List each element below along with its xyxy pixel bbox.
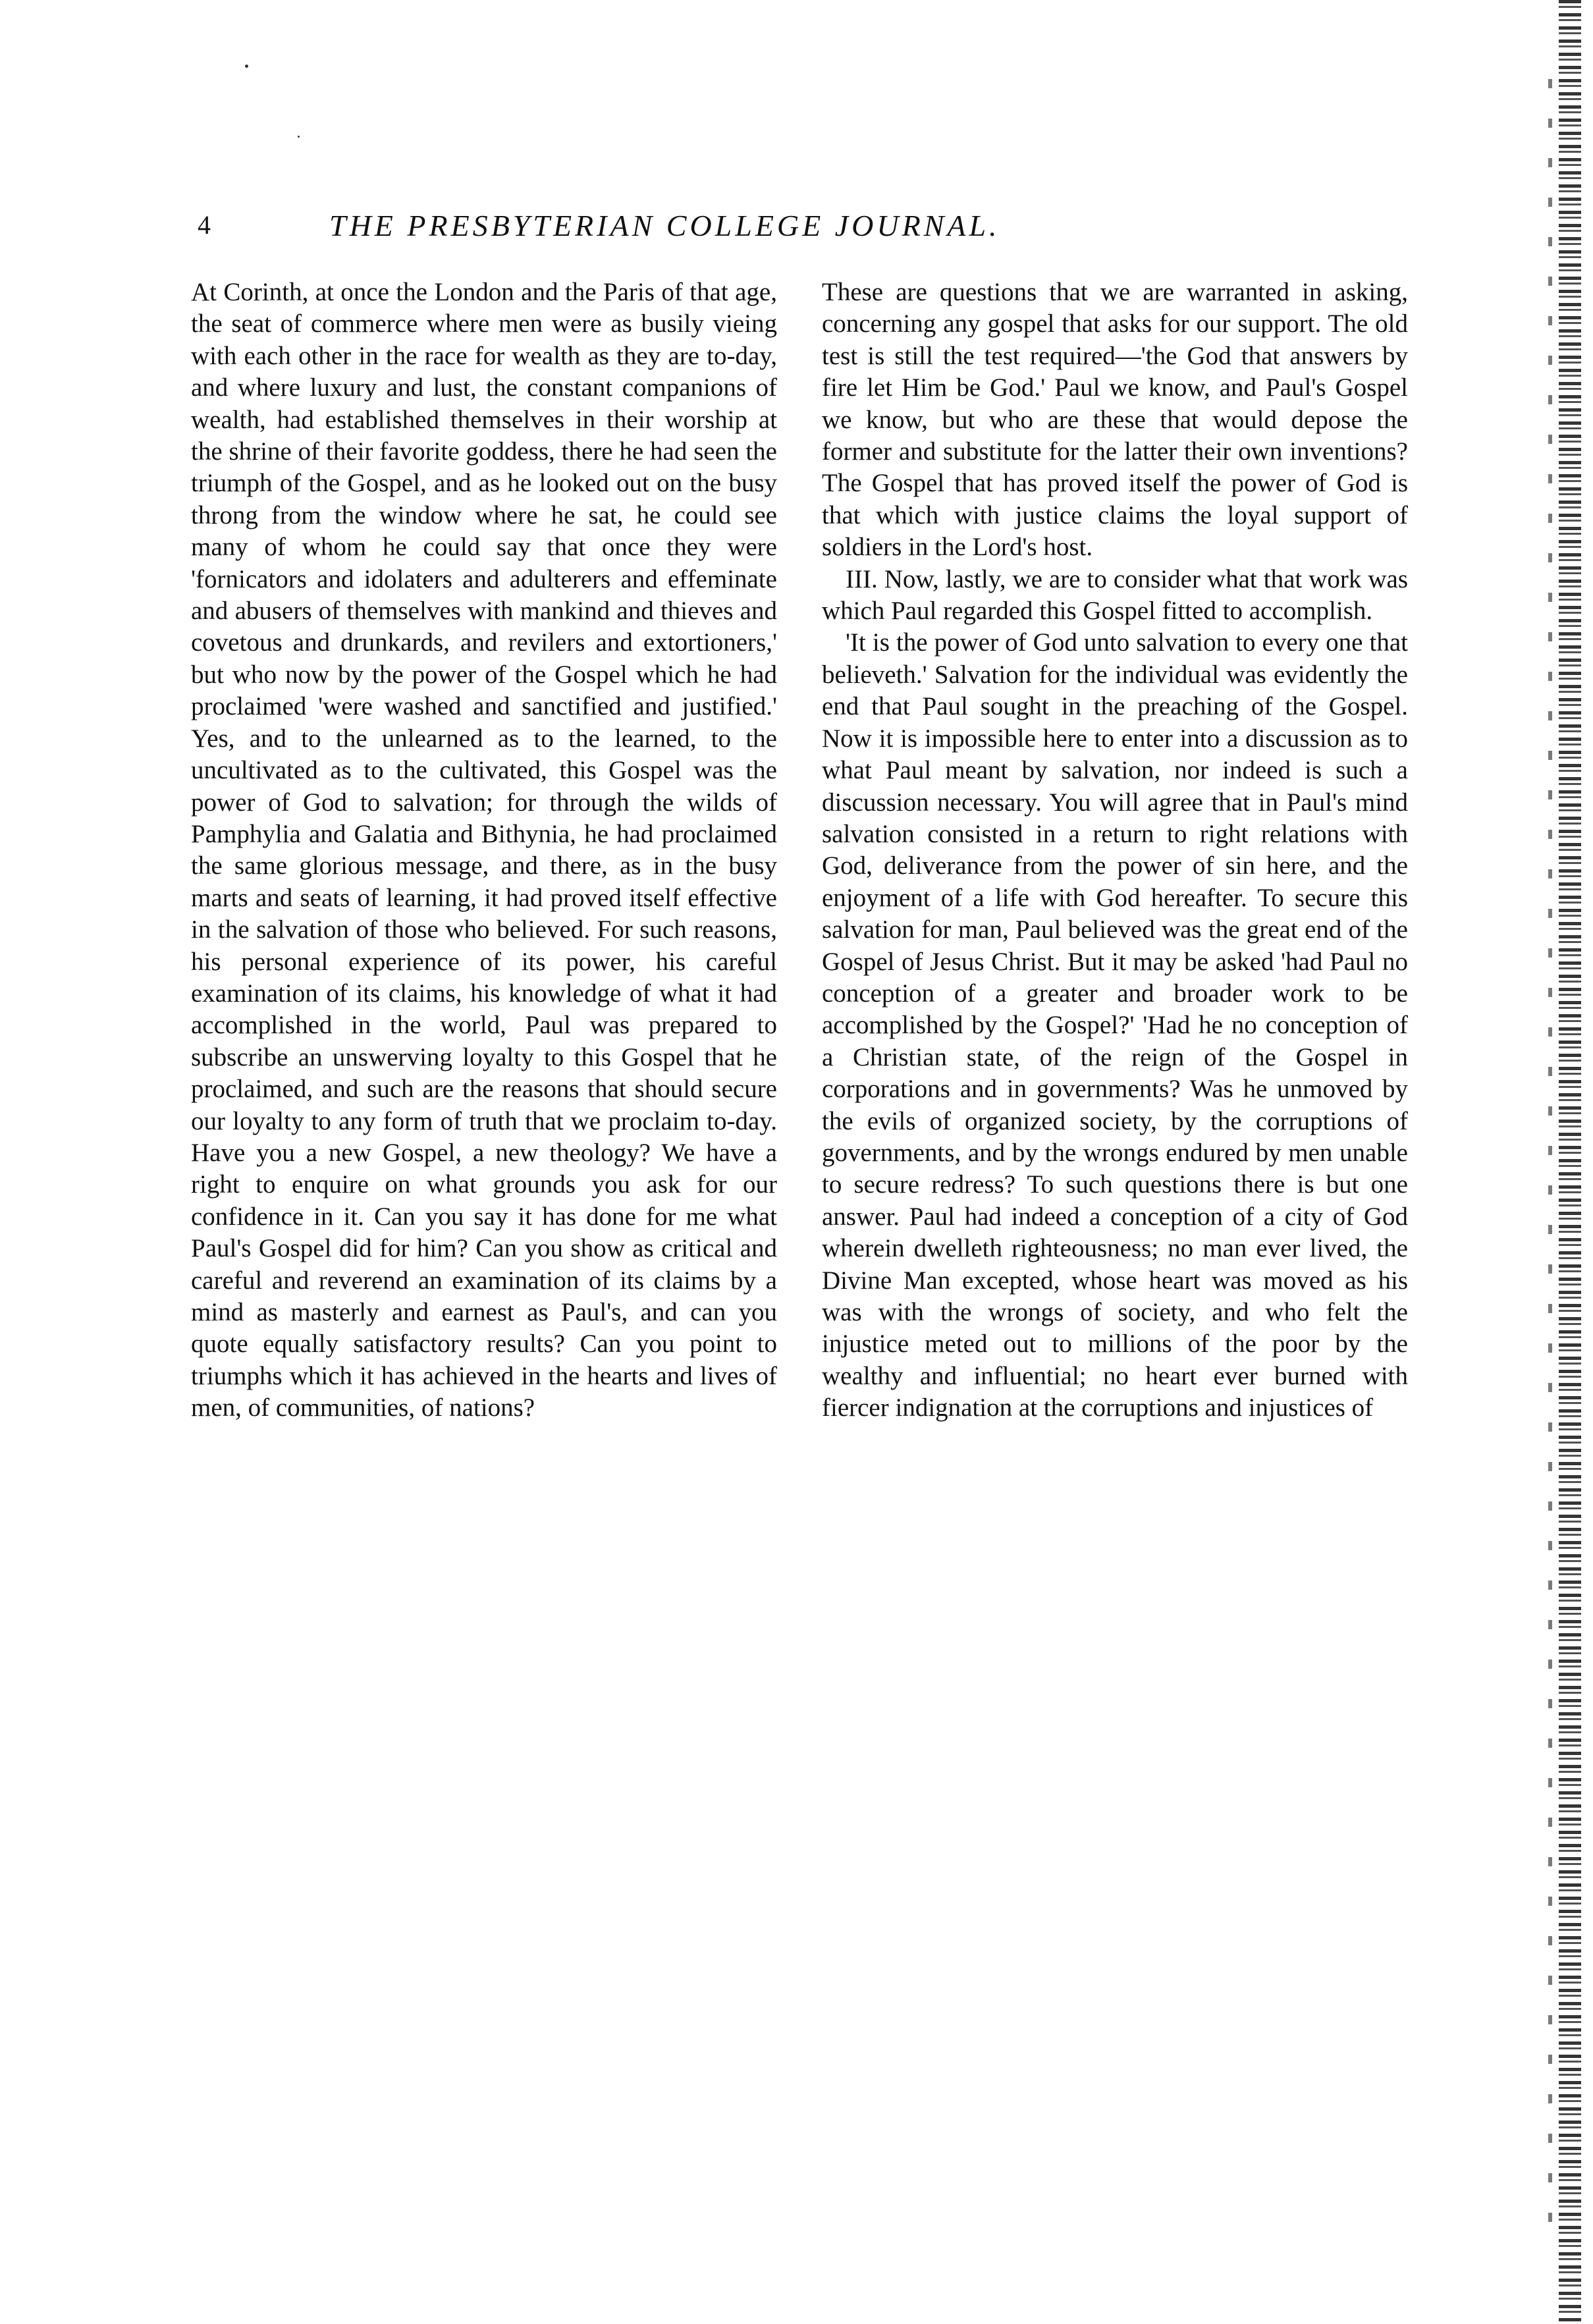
section-heading-paragraph: III. Now, lastly, we are to consider what that work was which Paul regarded this Gospel fitted to accomplish. [822, 564, 1408, 626]
scan-speck [245, 65, 248, 68]
paragraph: At Corinth, at once the London and the Paris of that age, the seat of commerce where men were as busily vieing with each other in the race for wealth as they are to-day, and where luxury and lust, the constant companions of wealth, had established themselves in their worship at the shrine of their favorite goddess, there he had seen the triumph of the Gospel, and as he looked out on the busy throng from the window where he sat, he could see many of whom he could say that once they were 'fornicators and idolaters and adulterers and effeminate and abusers of themselves with mankind and thieves and covetous and drunkards, and revilers and extortioners,' but who now by the power of the Gospel which he had proclaimed 'were washed and sanctified and justified.' Yes, and to the unlearned as to the learned, to the uncultivated as to the cultivated, this Gospel was the power of God to salvation; for through the wilds of Pamphylia and Galatia and Bithynia, he had proclaimed the same glorious message, and there, as in the busy marts and seats of learning, it had proved itself effective in the salvation of those who believed. For such reasons, his personal experience of its power, his careful examination of its claims, his knowledge of what it had accomplished in the world, Paul was prepared to subscribe an unswerving loyalty to this Gospel that he proclaimed, and such are the reasons that should secure our loyalty to any form of truth that we proclaim to-day. Have you a new Gospel, a new theology? We have a right to enquire on what grounds you ask for our confidence in it. Can you say it has done for me what Paul's Gospel did for him? Can you show as critical and careful and reverend an examination of its claims by a mind as masterly and earnest as Paul's, and can you quote equally satisfactory results? Can you point to triumphs which it has achieved in the hearts and lives of men, of communities, of nations? [191, 278, 777, 1422]
left-column [191, 277, 777, 1424]
paragraph: These are questions that we are warranted in asking, concerning any gospel that asks for our support. The old test is still the test required—'the God that answers by fire let Him be God.' Paul we know, and Paul's Gospel we know, but who are these that would depose the former and substitute for the latter their own inventions? The Gospel that has proved itself the power of God is that which with justice claims the loyal support of soldiers in the Lord's host. [822, 278, 1408, 562]
paragraph: 'It is the power of God unto salvation to every one that believeth.' Salvation for the individual was evidently the end that Paul sought in the preaching of the Gospel. Now it is impossible here to enter into a discussion as to what Paul meant by salvation, nor indeed is such a discussion necessary. You will agree that in Paul's mind salvation consisted in a return to right relations with God, deliverance from the power of sin here, and the enjoyment of a life with God hereafter. To secure this salvation for man, Paul believed was the great end of the Gospel of Jesus Christ. But it may be asked 'had Paul no conception of a greater and broader work to be accomplished by the Gospel?' 'Had he no conception of a Christian state, of the reign of the Gospel in corporations and in governments? Was he unmoved by the evils of organized society, by the corruptions of governments, and by the wrongs endured by men unable to secure redress? To such questions there is but one answer. Paul had indeed a conception of a city of God wherein dwelleth righteousness; no man ever lived, the Divine Man excepted, whose heart was moved as his was with the wrongs of society, and who felt the injustice meted out to millions of the poor by the wealthy and influential; no heart ever burned with fiercer indignation at the corruptions and injustices of [822, 628, 1408, 1422]
running-title: THE PRESBYTERIAN COLLEGE JOURNAL. [329, 209, 1000, 242]
scan-edge-artifact [1559, 0, 1581, 2324]
right-column [822, 277, 1408, 1424]
scan-speck [298, 136, 300, 138]
scan-edge-artifact-secondary [1548, 79, 1552, 2252]
page-number: 4 [198, 210, 211, 240]
